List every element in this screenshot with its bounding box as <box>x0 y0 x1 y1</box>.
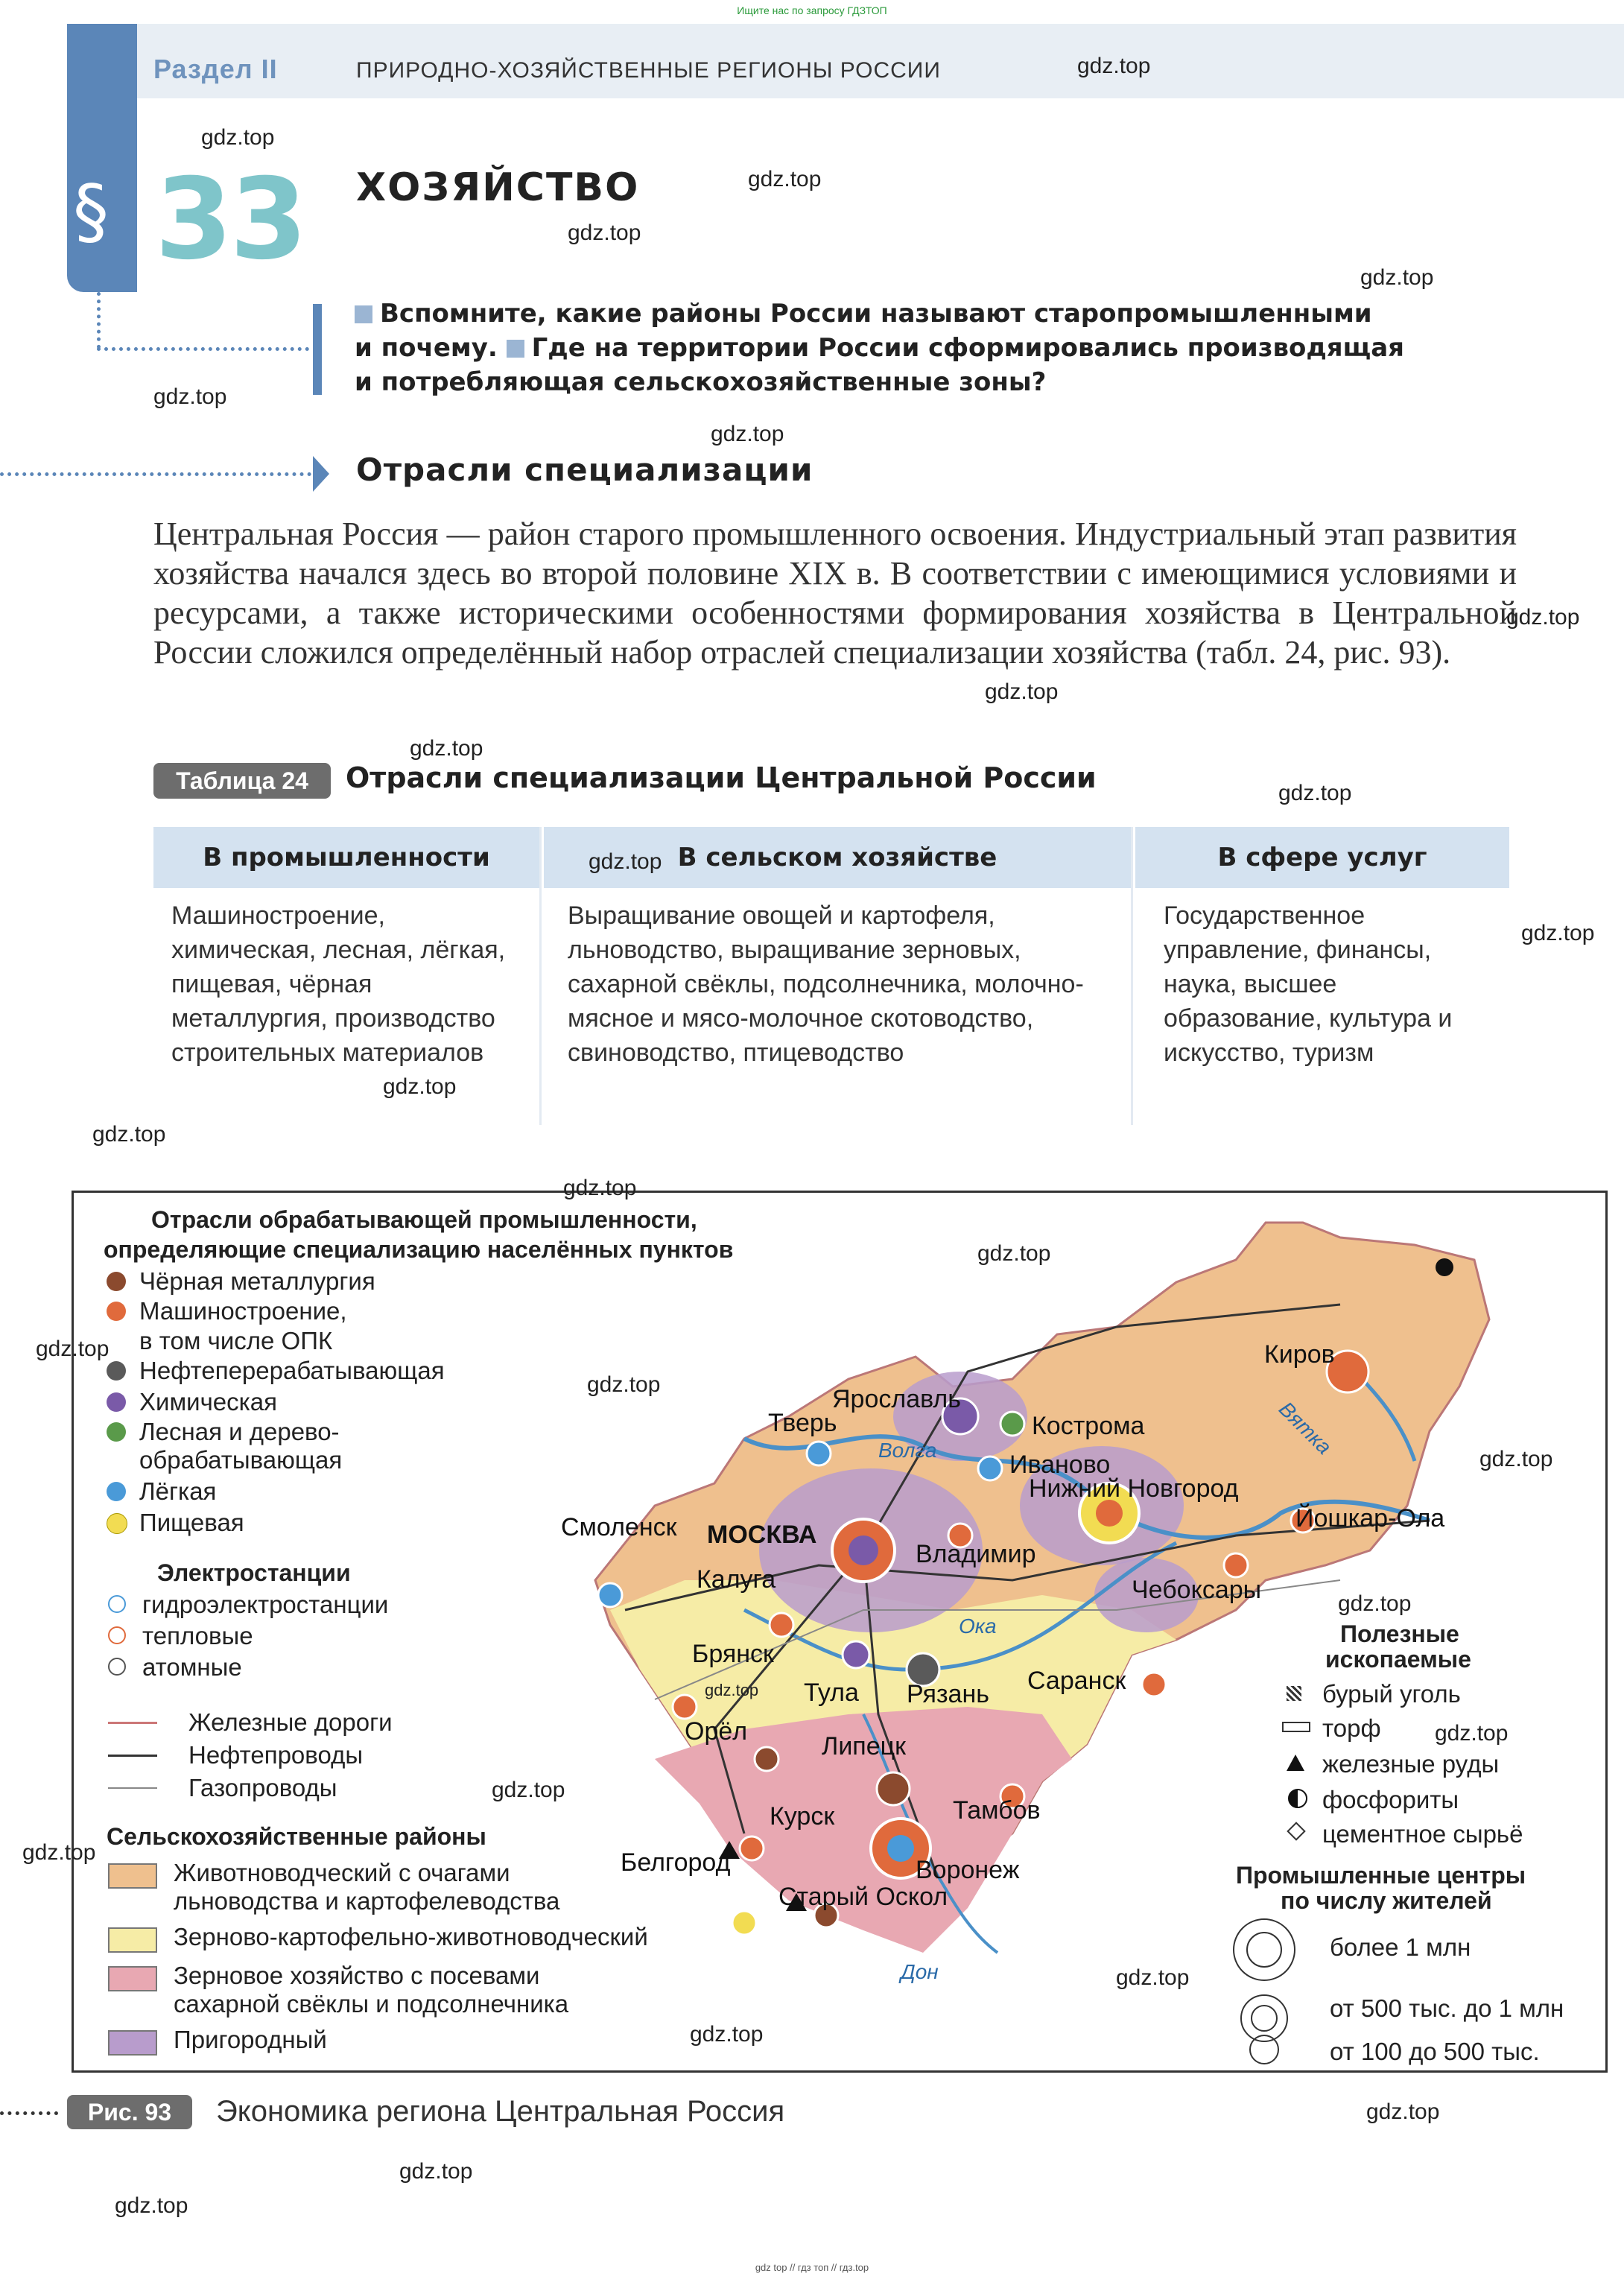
watermark: gdz.top <box>153 384 227 409</box>
legend-minerals-title-2: ископаемые <box>1325 1646 1471 1673</box>
agri-swatch-grain-potato <box>108 1927 157 1953</box>
question-line-1: Вспомните, какие районы России называют старопромышленными <box>380 299 1372 329</box>
watermark: gdz.top <box>705 1681 759 1699</box>
city-marker-smolensk <box>598 1583 622 1607</box>
city-marker-tula <box>843 1641 869 1668</box>
watermark: gdz.top <box>748 167 822 191</box>
city-label-yaroslavl: Ярославль <box>832 1385 961 1413</box>
city-label-kirov: Киров <box>1264 1340 1335 1369</box>
watermark: gdz.top <box>1360 265 1434 290</box>
city-label-orel: Орёл <box>685 1717 748 1746</box>
arrow-icon <box>313 456 329 492</box>
question-line-2b: Где на территории России сформировались производящая <box>531 333 1404 363</box>
watermark: gdz.top <box>977 1241 1051 1266</box>
legend-centers-title-2: по числу жителей <box>1281 1887 1492 1914</box>
subheading: Отрасли специализации <box>356 451 813 488</box>
legend-item: Газопроводы <box>188 1774 337 1801</box>
city-label-voronezh: Воронеж <box>916 1856 1020 1884</box>
question-bar <box>313 304 322 395</box>
legend-minerals-title-1: Полезные <box>1340 1620 1459 1647</box>
legend-item: Нефтепроводы <box>188 1741 364 1769</box>
watermark: gdz.top <box>711 422 784 446</box>
table-divider <box>539 827 542 1125</box>
section-label: Раздел II <box>153 54 278 84</box>
watermark: gdz.top <box>492 1778 565 1802</box>
table-tag: Таблица 24 <box>153 763 331 799</box>
oil-refining-icon <box>107 1361 126 1381</box>
table-header-services: В сфере услуг <box>1135 827 1509 888</box>
city-label-tambov: Тамбов <box>953 1796 1041 1825</box>
legend-item: Животноводческий с очагами <box>174 1859 510 1886</box>
oil-pipeline-icon <box>108 1755 157 1757</box>
paragraph-sign: § <box>73 170 109 253</box>
river-label-volga: Волга <box>878 1439 937 1462</box>
watermark: gdz.top <box>587 1372 661 1397</box>
watermark: gdz.top <box>1521 921 1595 945</box>
figure-tag: Рис. 93 <box>67 2095 192 2129</box>
table-header-industry: В промышленности <box>153 827 539 888</box>
legend-industry-title-2: определяющие специализацию населённых пунктов <box>104 1236 734 1263</box>
city-label-lipetsk: Липецк <box>822 1732 906 1760</box>
city-label-nnovgorod: Нижний Новгород <box>1029 1474 1239 1503</box>
legend-item: Пригородный <box>174 2026 327 2053</box>
city-label-yoshkar-ola: Йошкар-Ола <box>1295 1504 1445 1533</box>
legend-item: сахарной свёклы и подсолнечника <box>174 1990 569 2018</box>
legend-item: Зерновое хозяйство с посевами <box>174 1962 540 1989</box>
watermark: gdz.top <box>1435 1721 1509 1746</box>
watermark: gdz.top <box>115 2193 188 2218</box>
legend-item: более 1 млн <box>1330 1933 1471 1961</box>
city-marker-bryansk <box>673 1695 697 1719</box>
legend-item: бурый уголь <box>1322 1680 1461 1708</box>
city-label-ivanovo: Иваново <box>1009 1451 1111 1479</box>
specialization-table <box>153 827 1509 1125</box>
watermark: gdz.top <box>36 1337 110 1361</box>
legend-item: атомные <box>142 1653 242 1681</box>
watermark: gdz.top <box>690 2022 764 2047</box>
legend-item: цементное сырьё <box>1322 1820 1523 1848</box>
table-cell-industry: Машиностроение, химическая, лесная, лёгкая, пищевая, чёрная металлургия, производство строительных материалов <box>171 901 506 1067</box>
light-industry-icon <box>107 1482 126 1501</box>
legend-item: Машиностроение, <box>139 1297 347 1325</box>
watermark: gdz.top <box>1338 1591 1412 1616</box>
city-label-kostroma: Кострома <box>1032 1412 1145 1440</box>
lesson-title: ХОЗЯЙСТВО <box>356 165 640 210</box>
city-marker-lipetsk <box>877 1772 910 1805</box>
watermark: gdz.top <box>1116 1965 1190 1990</box>
watermark: gdz.top <box>589 849 662 874</box>
legend-item: Железные дороги <box>188 1708 393 1736</box>
table-cell-agriculture: Выращивание овощей и картофеля, льноводство, выращивание зерновых, сахарной свёклы, подсолнечника, молочно-мясное и мясо-молочное скотоводство, свиноводство, птицеводство <box>568 901 1084 1067</box>
river-label-don: Дон <box>901 1960 939 1983</box>
question-line-3: и потребляющая сельскохозяйственные зоны? <box>355 367 1047 397</box>
legend-item: Химическая <box>139 1388 277 1416</box>
figure-dots <box>0 2111 58 2115</box>
city-marker-ivanovo <box>978 1457 1002 1480</box>
legend-item: Нефтеперерабатывающая <box>139 1357 445 1384</box>
peat-icon <box>1282 1722 1310 1732</box>
legend-item: льноводства и картофелеводства <box>174 1887 560 1915</box>
legend-industry-title-1: Отрасли обрабатывающей промышленности, <box>151 1206 697 1233</box>
legend-item: тепловые <box>142 1622 253 1649</box>
watermark: gdz.top <box>568 221 641 245</box>
city-label-kaluga: Калуга <box>697 1565 776 1594</box>
watermark: gdz.top <box>985 679 1059 704</box>
city-marker-kostroma <box>1000 1412 1024 1436</box>
city-label-smolensk: Смоленск <box>561 1513 677 1541</box>
legend-item: Чёрная металлургия <box>139 1267 375 1295</box>
subheading-dots <box>0 472 311 476</box>
legend-item: от 100 до 500 тыс. <box>1330 2038 1540 2065</box>
decor-dots-horizontal <box>97 347 309 351</box>
body-paragraph: Центральная Россия — район старого промышленного освоения. Индустриальный этап развития хозяйства начался здесь во второй половине XIX в. В соответствии с имеющимися условиями и ресурсами, а также историческими особенностями формирования хозяйства в Центральной России сложился определённый набор отраслей специализации хозяйства (табл. 24, рис. 93). <box>153 516 1517 671</box>
question-line-2a: и почему. <box>355 333 498 363</box>
section-title: ПРИРОДНО-ХОЗЯЙСТВЕННЫЕ РЕГИОНЫ РОССИИ <box>356 58 941 83</box>
legend-agri-title: Сельскохозяйственные районы <box>107 1823 486 1850</box>
legend-power-title: Электростанции <box>157 1559 351 1586</box>
city-label-stary-oskol: Старый Оскол <box>778 1883 948 1911</box>
figure-caption: Экономика региона Центральная Россия <box>216 2095 785 2128</box>
legend-item: в том числе ОПК <box>139 1327 333 1354</box>
paragraph-number: 33 <box>155 155 305 285</box>
square-bullet-icon <box>507 340 524 358</box>
city-label-moscow: МОСКВА <box>707 1521 817 1549</box>
legend-item: от 500 тыс. до 1 млн <box>1330 1994 1564 2022</box>
watermark: gdz.top <box>563 1176 637 1200</box>
river-label-oka: Ока <box>959 1614 997 1638</box>
city-marker-tver <box>807 1442 831 1465</box>
agri-swatch-suburban <box>108 2030 157 2056</box>
recall-question <box>355 297 1517 399</box>
legend-item: железные руды <box>1322 1750 1500 1778</box>
ferrous-metallurgy-icon <box>107 1272 126 1291</box>
table-header-agriculture: В сельском хозяйстве <box>544 827 1131 888</box>
top-note: Ищите нас по запросу ГДЗТОП <box>737 4 887 16</box>
brown-coal-icon <box>1287 1686 1301 1701</box>
food-industry-icon <box>107 1513 127 1534</box>
watermark: gdz.top <box>22 1840 96 1865</box>
table-title: Отрасли специализации Центральной России <box>346 761 1097 794</box>
legend-item: гидроэлектростанции <box>142 1591 389 1618</box>
phosphorite-icon <box>1288 1789 1307 1808</box>
gas-pipeline-icon <box>108 1787 157 1789</box>
chemical-icon <box>107 1392 126 1412</box>
city-label-kursk: Курск <box>770 1802 835 1831</box>
river-label-vyatka: Вятка <box>1274 1397 1336 1459</box>
watermark: gdz.top <box>410 736 483 761</box>
forestry-icon <box>107 1422 126 1442</box>
city-label-cheboksary: Чебоксары <box>1132 1576 1262 1604</box>
bottom-note: gdz top // гдз топ // гдз.top <box>755 2262 869 2273</box>
legend-item: Зерново-картофельно-животноводческий <box>174 1923 648 1950</box>
city-label-saransk: Саранск <box>1027 1667 1126 1695</box>
city-marker-belgorod <box>732 1911 756 1935</box>
table-divider <box>1131 827 1133 1125</box>
phosphorite-icon <box>1436 1258 1453 1276</box>
watermark: gdz.top <box>201 125 275 150</box>
city-label-vladimir: Владимир <box>916 1540 1036 1568</box>
legend-centers-title-1: Промышленные центры <box>1236 1862 1526 1889</box>
watermark: gdz.top <box>399 2159 473 2184</box>
city-marker-saransk <box>1142 1673 1166 1696</box>
agri-swatch-grain-beet <box>108 1966 157 1991</box>
iron-ore-icon <box>1287 1755 1304 1771</box>
city-label-ryazan: Рязань <box>907 1680 989 1708</box>
center-100k-icon <box>1249 2035 1279 2064</box>
city-marker-orel <box>755 1747 778 1771</box>
watermark: gdz.top <box>1366 2099 1440 2124</box>
agri-swatch-livestock <box>108 1863 157 1889</box>
decor-dots-vertical <box>97 292 101 349</box>
table-cell-services: Государственное управление, финансы, наука, высшее образование, культура и искусство, туризм <box>1164 901 1453 1067</box>
machinery-icon <box>107 1302 126 1321</box>
watermark: gdz.top <box>1506 605 1580 630</box>
watermark: gdz.top <box>1278 781 1352 805</box>
city-label-belgorod: Белгород <box>621 1848 731 1877</box>
city-label-tver: Тверь <box>768 1409 837 1437</box>
center-1m-inner-icon <box>1246 1932 1282 1968</box>
legend-item: обрабатывающая <box>139 1446 343 1474</box>
legend-item: Пищевая <box>139 1509 244 1536</box>
city-marker-cheboksary <box>1224 1553 1248 1577</box>
legend-item: фосфориты <box>1322 1786 1459 1813</box>
city-marker-kaluga <box>770 1613 793 1637</box>
square-bullet-icon <box>355 305 372 323</box>
city-label-tula: Тула <box>804 1679 859 1707</box>
railroad-line-icon <box>108 1722 157 1724</box>
legend-item: Лесная и дерево- <box>139 1418 340 1445</box>
watermark: gdz.top <box>1479 1447 1553 1471</box>
watermark: gdz.top <box>1077 54 1151 78</box>
economy-map <box>72 1191 1608 2073</box>
hydro-plant-icon <box>108 1595 126 1613</box>
legend-item: торф <box>1322 1714 1381 1742</box>
nuclear-plant-icon <box>108 1658 126 1676</box>
watermark: gdz.top <box>383 1074 457 1099</box>
thermal-plant-icon <box>108 1626 126 1644</box>
center-500k-inner-icon <box>1251 2005 1278 2032</box>
city-label-bryansk: Брянск <box>692 1640 774 1668</box>
city-marker-kursk <box>740 1836 764 1860</box>
watermark: gdz.top <box>92 1122 166 1147</box>
legend-item: Лёгкая <box>139 1477 217 1505</box>
